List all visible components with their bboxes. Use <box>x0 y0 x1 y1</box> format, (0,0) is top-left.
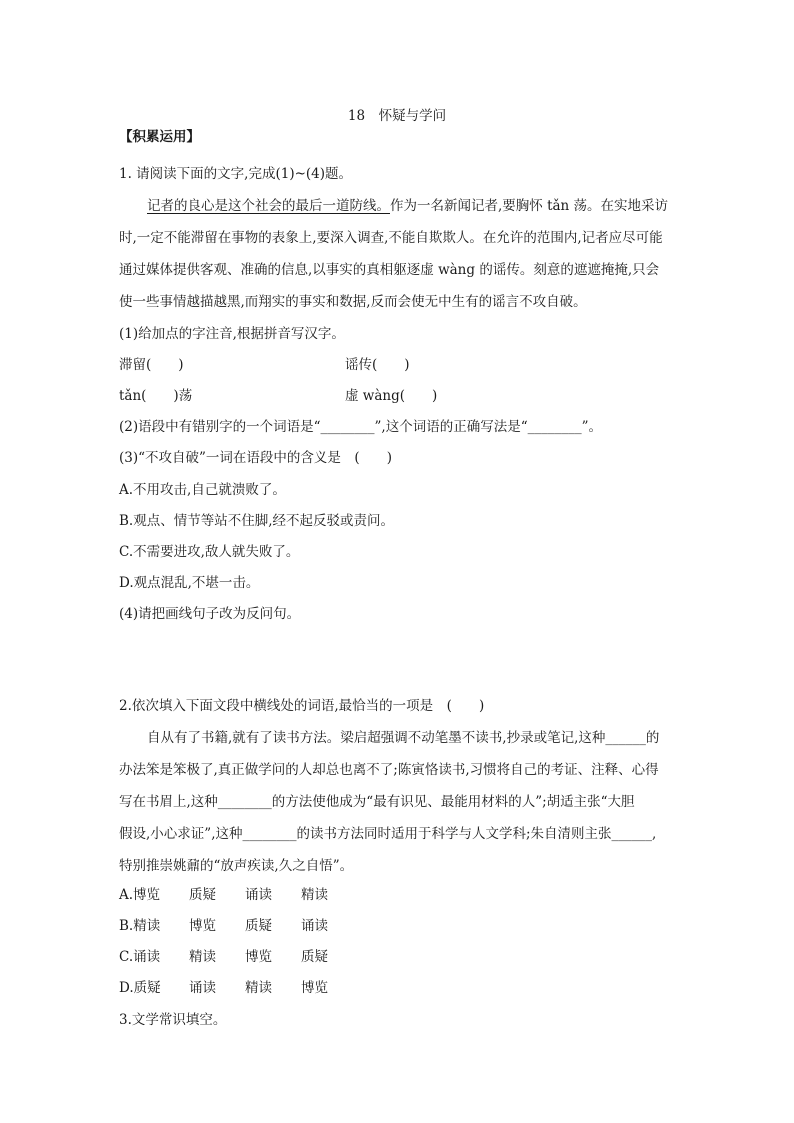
q1-sub2: (2)语段中有错别字的一个词语是“________”,这个词语的正确写法是“________”。 <box>119 419 603 435</box>
q1-passage-line-2: 时,一定不能滞留在事物的表象上,要深入调查,不能自欺欺人。在允许的范围内,记者应尽可能 <box>119 230 663 246</box>
blank-item-c: tǎn( )荡 <box>119 388 193 404</box>
option-word: 诵读 <box>245 887 272 903</box>
option-word: 博览 <box>245 949 272 965</box>
q1-passage-line-1-rest: 作为一名新闻记者,要胸怀 tǎn 荡。在实地采访 <box>390 198 669 214</box>
option-word: A.博览 <box>119 887 161 903</box>
q2-option-c <box>119 948 357 966</box>
section-header: 【积累运用】 <box>119 129 200 145</box>
underlined-sentence: 记者的良心是这个社会的最后一道防线。 <box>147 198 390 214</box>
option-word: 精读 <box>189 949 216 965</box>
q2-option-a <box>119 886 357 904</box>
q1-sub4: (4)请把画线句子改为反问句。 <box>119 606 301 622</box>
q1-option-c: C.不需要进攻,敌人就失败了。 <box>119 544 300 560</box>
q1-sub3: (3)“不攻自破”一词在语段中的含义是 ( ) <box>119 450 392 466</box>
q1-sub1-prompt: (1)给加点的字注音,根据拼音写汉字。 <box>119 326 345 342</box>
q2-option-b <box>119 917 357 935</box>
q2-option-d <box>119 979 357 997</box>
option-word: 质疑 <box>245 918 272 934</box>
option-word: 质疑 <box>189 887 216 903</box>
q2-prompt: 2.依次填入下面文段中横线处的词语,最恰当的一项是 ( ) <box>119 698 485 714</box>
q2-passage-line-1: 自从有了书籍,就有了读书方法。梁启超强调不动笔墨不读书,抄录或笔记,这种______的 <box>147 730 660 746</box>
q1-option-b: B.观点、情节等站不住脚,经不起反驳或责问。 <box>119 513 395 529</box>
option-word: B.精读 <box>119 918 161 934</box>
q1-prompt: 1. 请阅读下面的文字,完成(1)~(4)题。 <box>119 166 353 182</box>
lesson-title: 18 怀疑与学问 <box>347 108 447 124</box>
option-word: 博览 <box>189 918 216 934</box>
blank-item-d: 虚 wàng( ) <box>345 388 438 404</box>
q1-passage-line-4: 使一些事情越描越黑,而翔实的事实和数据,反而会使无中生有的谣言不攻自破。 <box>119 294 587 310</box>
q3-prompt: 3.文学常识填空。 <box>119 1012 227 1028</box>
option-word: D.质疑 <box>119 980 161 996</box>
q2-passage-line-2: 办法笨是笨极了,真正做学问的人却总也离不了;陈寅恪读书,习惯将自己的考证、注释、心得 <box>119 762 659 778</box>
option-word: 精读 <box>245 980 272 996</box>
blank-item-b: 谣传( ) <box>345 357 410 373</box>
option-word: 精读 <box>301 887 328 903</box>
blank-item-a: 滞留( ) <box>119 357 184 373</box>
q1-sub1-row-1 <box>119 356 184 374</box>
q1-passage-line-3: 通过媒体提供客观、准确的信息,以事实的真相躯逐虚 wàng 的谣传。刻意的遮遮掩掩,只会 <box>119 262 660 278</box>
option-word: 诵读 <box>189 980 216 996</box>
q1-option-d: D.观点混乱,不堪一击。 <box>119 575 260 591</box>
option-word: C.诵读 <box>119 949 161 965</box>
option-word: 质疑 <box>301 949 328 965</box>
q2-passage-line-3: 写在书眉上,这种________的方法使他成为“最有识见、最能用材料的人”;胡适主张“大胆 <box>119 794 635 810</box>
q1-option-a: A.不用攻击,自己就溃败了。 <box>119 482 286 498</box>
option-word: 博览 <box>301 980 328 996</box>
q1-passage-line-1 <box>147 197 668 215</box>
option-word: 诵读 <box>301 918 328 934</box>
q2-passage-line-5: 特别推崇姚鼐的“放声疾读,久之自悟”。 <box>119 858 354 874</box>
q2-passage-line-4: 假设,小心求证”,这种________的读书方法同时适用于科学与人文学科;朱自清则主张______, <box>119 826 657 842</box>
